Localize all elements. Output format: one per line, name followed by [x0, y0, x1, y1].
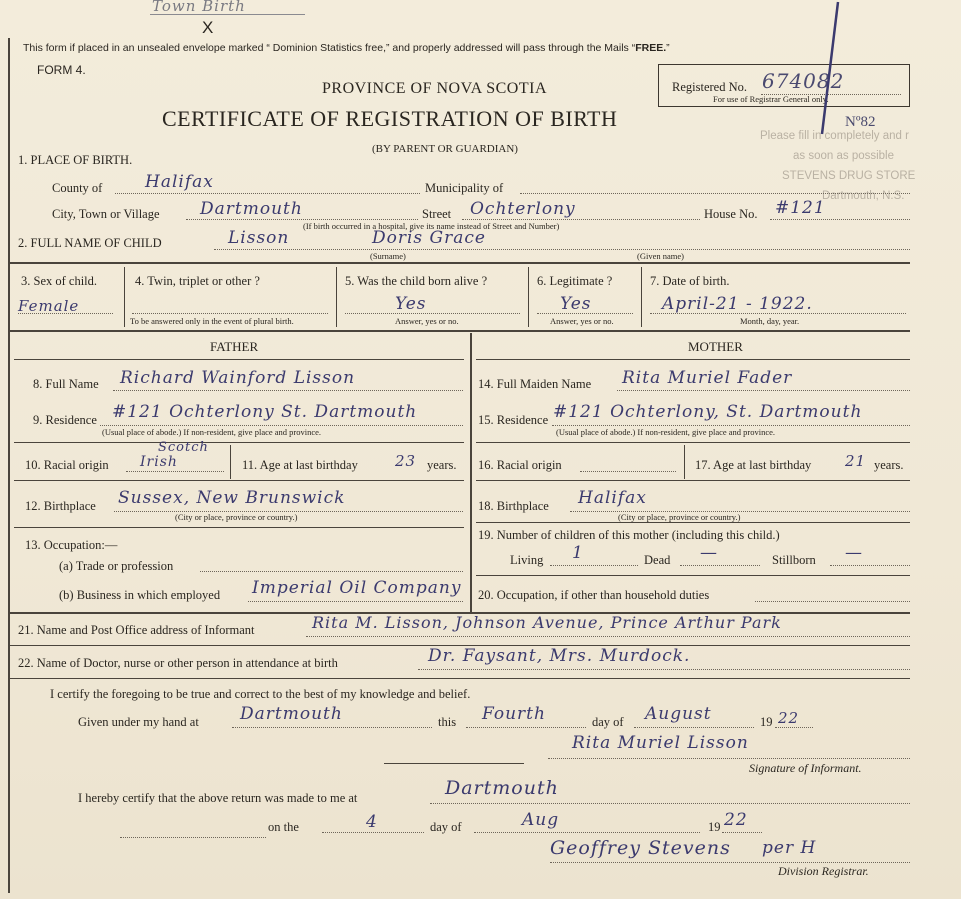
street-value: Ochterlony: [470, 199, 576, 219]
mother-name-value: Rita Muriel Fader: [622, 368, 793, 388]
alive-value: Yes: [395, 294, 427, 314]
father-rule-2: [14, 480, 464, 481]
mother-rule-3: [476, 522, 910, 523]
day-value: Fourth: [482, 704, 546, 724]
mail-notice: [23, 41, 670, 55]
municipality-line: [520, 193, 910, 194]
given-note: (Given name): [637, 251, 684, 261]
row3-div-2: [336, 267, 337, 327]
given-place-value: Dartmouth: [240, 704, 343, 724]
rule-doctor: [8, 678, 910, 679]
mother-age-value: 21: [845, 452, 867, 470]
twin-label: 4. Twin, triplet or other ?: [135, 274, 260, 288]
father-birth-value: Sussex, New Brunswick: [118, 488, 346, 508]
dead-value: —: [700, 543, 718, 563]
county-label: County of: [52, 181, 103, 195]
stillborn-label: Stillborn: [772, 553, 816, 567]
place-heading: 1. PLACE OF BIRTH.: [18, 153, 133, 167]
children-label: 19. Number of children of this mother (including this child.): [478, 528, 780, 542]
rule-row3-bottom: [8, 330, 910, 332]
father-racial-label: 10. Racial origin: [25, 458, 109, 472]
house-line: [770, 219, 910, 220]
father-racial-value: Irish: [140, 454, 178, 470]
business-line: [248, 601, 463, 602]
left-border: [8, 38, 10, 893]
living-line: [550, 565, 638, 566]
city-value: Dartmouth: [200, 199, 303, 219]
mother-years: years.: [874, 458, 904, 472]
informant-line: [306, 636, 910, 637]
father-heading: FATHER: [210, 339, 259, 354]
county-line: [115, 193, 420, 194]
father-res-label: 9. Residence: [33, 413, 97, 427]
legit-note: Answer, yes or no.: [550, 316, 614, 326]
given-label: Given under my hand at: [78, 715, 199, 729]
row3-div-1: [124, 267, 125, 327]
mother-birth-note: (City or place, province or country.): [618, 512, 741, 522]
registrar-month-line: [474, 832, 700, 833]
stamp-number: Nº82: [845, 114, 876, 130]
mother-heading-rule: [476, 359, 910, 360]
father-name-value: Richard Wainford Lisson: [120, 368, 356, 388]
living-value: 1: [572, 543, 584, 563]
father-rule-1: [14, 442, 464, 443]
given-place-line: [232, 727, 432, 728]
mother-res-label: 15. Residence: [478, 413, 549, 427]
doctor-label: 22. Name of Doctor, nurse or other person in attendance at birth: [18, 656, 338, 670]
ghost-line-1: Please fill in completely and r: [760, 130, 909, 142]
father-res-line: [100, 425, 463, 426]
registrar-place: Dartmouth: [445, 777, 559, 799]
rule-row3-top: [8, 262, 910, 264]
separator-rule: [384, 763, 524, 764]
town-birth-note: Town Birth: [152, 0, 246, 15]
ghost-line-4: Dartmouth, N.S.: [822, 190, 905, 202]
x-mark: X: [202, 18, 214, 37]
business-label: (b) Business in which employed: [59, 588, 221, 602]
certificate-title: CERTIFICATE OF REGISTRATION OF BIRTH: [162, 106, 618, 131]
mother-age-divider: [684, 445, 685, 479]
date-label: 7. Date of birth.: [650, 274, 730, 288]
child-name-label: 2. FULL NAME OF CHILD: [18, 236, 162, 250]
province-heading: PROVINCE OF NOVA SCOTIA: [322, 80, 548, 97]
living-label: Living: [510, 553, 544, 567]
form-number: FORM 4.: [37, 63, 86, 77]
informant-signature-line: [548, 758, 910, 759]
registrar-label: Division Registrar.: [778, 864, 869, 878]
father-birth-note: (City or place, province or country.): [175, 512, 298, 522]
town-birth-underline: [150, 14, 305, 15]
surname-note: (Surname): [370, 251, 406, 261]
ink-stroke: [790, 0, 850, 140]
child-name-line: [214, 249, 910, 250]
mother-racial-line: [580, 471, 676, 472]
ghost-line-2: as soon as possible: [793, 150, 895, 162]
informant-label: 21. Name and Post Office address of Informant: [18, 623, 255, 637]
father-age-divider: [230, 445, 231, 479]
mother-res-value: #121 Ochterlony, St. Dartmouth: [553, 402, 863, 422]
certificate-subtitle: (BY PARENT OR GUARDIAN): [372, 143, 518, 155]
registrar-year-prefix: 19: [708, 820, 721, 834]
street-line: [462, 219, 700, 220]
legit-label: 6. Legitimate ?: [537, 274, 613, 288]
day-line: [466, 727, 586, 728]
father-rule-3: [14, 527, 464, 528]
father-heading-rule: [14, 359, 464, 360]
father-racial-top: Scotch: [158, 440, 209, 455]
twin-note: To be answered only in the event of plural birth.: [130, 316, 294, 326]
mother-rule-4: [476, 575, 910, 576]
father-name-label: 8. Full Name: [33, 377, 99, 391]
mail-notice-text: This form if placed in an unsealed envelope marked “ Dominion Statistics free,” and properly addressed will pass through the Mails “: [23, 42, 636, 54]
month-line: [634, 727, 754, 728]
registrar-place-line: [430, 803, 910, 804]
alive-label: 5. Was the child born alive ?: [345, 274, 488, 288]
hospital-note: (If birth occurred in a hospital, give its name instead of Street and Number): [303, 221, 560, 231]
mother-rule-1: [476, 442, 910, 443]
registrar-day: 4: [366, 812, 378, 832]
registrar-signature-line: [550, 862, 910, 863]
dead-label: Dead: [644, 553, 671, 567]
date-note: Month, day, year.: [740, 316, 800, 326]
father-res-note: (Usual place of abode.) If non-resident, give place and province.: [102, 427, 322, 437]
on-the-prefix-line: [120, 837, 266, 838]
registrar-signature-suffix: per H: [762, 838, 817, 858]
row3-div-4: [641, 267, 642, 327]
mother-res-note: (Usual place of abode.) If non-resident, give place and province.: [556, 427, 776, 437]
child-given: Doris Grace: [372, 228, 486, 248]
father-years: years.: [427, 458, 457, 472]
father-name-line: [113, 390, 463, 391]
father-occ-label: 13. Occupation:—: [25, 538, 118, 552]
on-the-label: on the: [268, 820, 299, 834]
registrar-day-line: [322, 832, 424, 833]
alive-line: [345, 313, 520, 314]
row3-div-3: [528, 267, 529, 327]
informant-value: Rita M. Lisson, Johnson Avenue, Prince Arthur Park: [312, 613, 782, 632]
informant-signature-label: Signature of Informant.: [749, 761, 862, 775]
child-surname: Lisson: [228, 228, 290, 248]
mother-age-label: 17. Age at last birthday: [695, 458, 812, 472]
business-value: Imperial Oil Company: [252, 578, 462, 598]
trade-line: [200, 571, 463, 572]
father-res-value: #121 Ochterlony St. Dartmouth: [112, 402, 418, 422]
alive-note: Answer, yes or no.: [395, 316, 459, 326]
registered-number: 674082: [762, 69, 845, 93]
registered-label: Registered No.: [672, 80, 747, 94]
registrar-day-of: day of: [430, 820, 462, 834]
mother-birth-value: Halifax: [578, 488, 647, 508]
twin-line: [132, 313, 328, 314]
mother-occ-label: 20. Occupation, if other than household duties: [478, 588, 710, 602]
mother-birth-label: 18. Birthplace: [478, 499, 549, 513]
mother-res-line: [552, 425, 910, 426]
stillborn-value: —: [845, 543, 863, 563]
father-age-value: 23: [395, 452, 417, 470]
registrar-year-line: [722, 832, 762, 833]
mother-racial-label: 16. Racial origin: [478, 458, 562, 472]
mother-rule-2: [476, 480, 910, 481]
year-value: 22: [778, 709, 800, 727]
day-of-label: day of: [592, 715, 624, 729]
mother-occ-line: [755, 601, 910, 602]
mother-heading: MOTHER: [688, 339, 743, 354]
trade-label: (a) Trade or profession: [59, 559, 174, 573]
street-label: Street: [422, 207, 452, 221]
registrar-month: Aug: [522, 810, 560, 830]
this-label: this: [438, 715, 457, 729]
certify-line: I certify the foregoing to be true and correct to the best of my knowledge and belief.: [50, 687, 471, 701]
father-age-label: 11. Age at last birthday: [242, 458, 358, 472]
sex-value: Female: [18, 297, 80, 315]
municipality-label: Municipality of: [425, 181, 504, 195]
stillborn-line: [830, 565, 910, 566]
month-value: August: [645, 704, 712, 724]
mail-notice-end: ”: [666, 42, 670, 54]
registrar-signature: Geoffrey Stevens: [550, 837, 731, 859]
date-value: April-21 - 1922.: [662, 294, 813, 314]
doctor-value: Dr. Faysant, Mrs. Murdock.: [428, 646, 691, 666]
father-birth-label: 12. Birthplace: [25, 499, 96, 513]
sex-label: 3. Sex of child.: [21, 274, 98, 288]
registrar-year: 22: [724, 810, 748, 830]
city-line: [186, 219, 418, 220]
mother-name-label: 14. Full Maiden Name: [478, 377, 592, 391]
city-label: City, Town or Village: [52, 207, 160, 221]
mother-name-line: [617, 390, 910, 391]
legit-value: Yes: [560, 294, 592, 314]
mail-notice-free: FREE.: [635, 42, 667, 54]
house-label: House No.: [704, 207, 758, 221]
registered-note: For use of Registrar General only.: [713, 94, 829, 104]
registrar-line: I hereby certify that the above return was made to me at: [78, 791, 358, 805]
county-value: Halifax: [145, 172, 214, 192]
informant-signature: Rita Muriel Lisson: [572, 733, 749, 753]
dead-line: [680, 565, 760, 566]
ghost-line-3: STEVENS DRUG STORE: [782, 170, 916, 182]
parents-divider: [470, 333, 472, 612]
doctor-line: [418, 669, 910, 670]
house-value: #121: [775, 198, 826, 218]
year-prefix: 19: [760, 715, 773, 729]
